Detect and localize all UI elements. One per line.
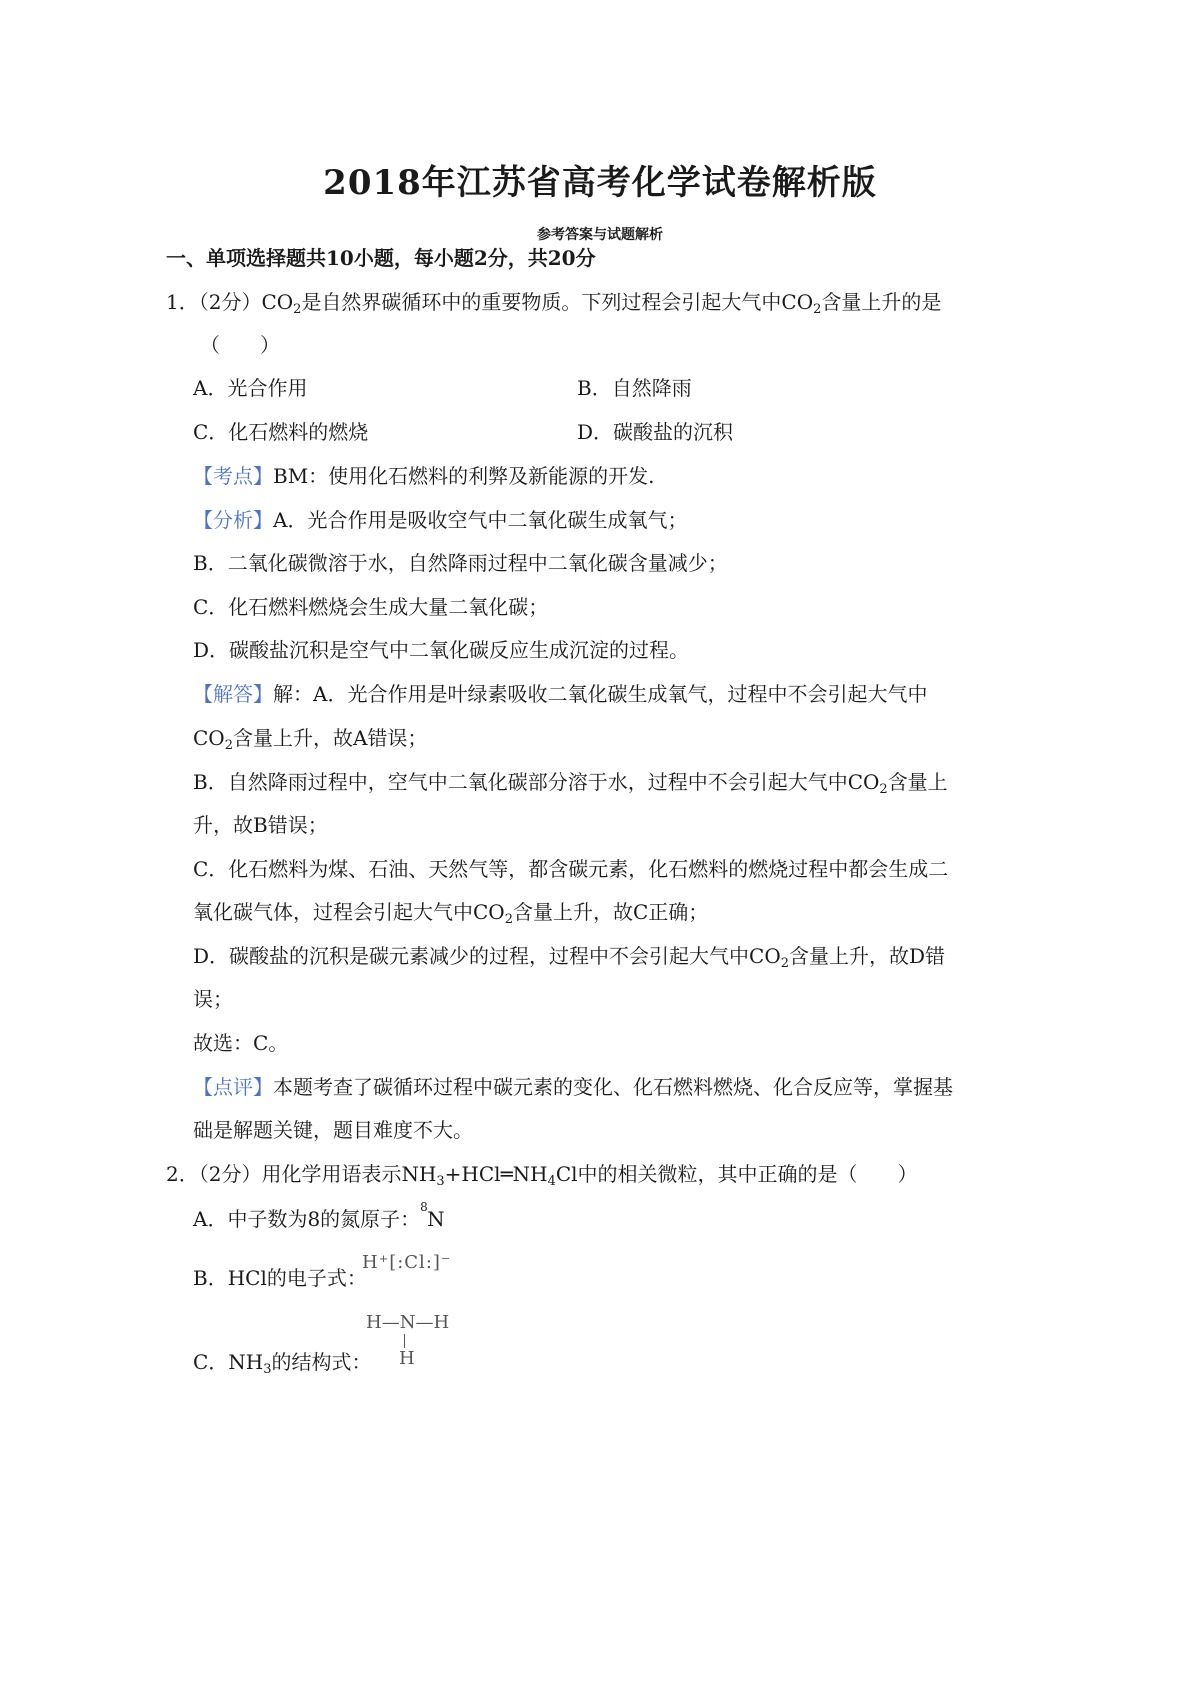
fenxi-tag: 【分析】 xyxy=(193,508,273,532)
q1-jieda-b2: 升，故B错误； xyxy=(193,813,328,837)
nitrogen-nuclide: 8 N xyxy=(420,1200,445,1231)
q1-fenxi-c: C．化石燃料燃烧会生成大量二氧化碳； xyxy=(193,595,549,619)
q1-jieda-d2: 误； xyxy=(193,987,233,1011)
q1-jieda-a2: $CO_2$含量上升，故A错误； xyxy=(193,726,428,753)
q1-answer-paren: （ ） xyxy=(200,333,280,357)
q1-jieda-c1: C．化石燃料为煤、石油、天然气等，都含碳元素，化石燃料的燃烧过程中都会生成二 xyxy=(193,857,949,881)
q1-option-d: D．碳酸盐的沉积 xyxy=(577,420,734,444)
q2-option-a: A．中子数为8的氮原子： 8 N xyxy=(193,1200,445,1231)
document-subtitle: 参考答案与试题解析 xyxy=(537,227,663,243)
q1-option-b: B．自然降雨 xyxy=(577,376,692,400)
q1-dianping: 【点评】本题考查了碳循环过程中碳元素的变化、化石燃料燃烧、化合反应等，掌握基 xyxy=(193,1075,953,1099)
q1-jieda-c2: 氧化碳气体，过程会引起大气中$CO_2$含量上升，故C正确； xyxy=(193,900,709,927)
q1-jieda-d1: D．碳酸盐的沉积是碳元素减少的过程，过程中不会引起大气中$CO_2$含量上升，故D错 xyxy=(193,944,946,971)
q2-option-b: B．HCl的电子式： xyxy=(193,1266,367,1290)
section-heading: 一、单项选择题共10小题，每小题2分，共20分 xyxy=(166,246,596,270)
q2-stem: 2．（2分）用化学用语表示$NH_3+HCl═NH_4Cl$中的相关微粒，其中正确的是（ ） xyxy=(166,1162,918,1189)
dianping-tag: 【点评】 xyxy=(193,1075,273,1099)
document-title: 2018年江苏省高考化学试卷解析版 xyxy=(323,163,877,203)
q1-option-c: C．化石燃料的燃烧 xyxy=(193,420,369,444)
hcl-electron-formula-image: H⁺[:Cl:]⁻ xyxy=(362,1252,452,1273)
q2-option-c: C．$NH_3$的结构式： xyxy=(193,1350,372,1377)
q1-jieda: 【解答】解：A．光合作用是叶绿素吸收二氧化碳生成氧气，过程中不会引起大气中 xyxy=(193,682,928,706)
q1-fenxi-d: D．碳酸盐沉积是空气中二氧化碳反应生成沉淀的过程。 xyxy=(193,638,690,662)
q1-option-a: A．光合作用 xyxy=(193,376,308,400)
q1-kaodian: 【考点】BM：使用化石燃料的利弊及新能源的开发. xyxy=(193,464,655,488)
nh3-structure-bottom: H xyxy=(399,1348,415,1369)
nh3-vertical-bond xyxy=(404,1334,405,1348)
kaodian-tag: 【考点】 xyxy=(193,464,273,488)
q1-fenxi-b: B．二氧化碳微溶于水，自然降雨过程中二氧化碳含量减少； xyxy=(193,551,728,575)
nh3-structure-row: H—N—H xyxy=(366,1312,450,1333)
q1-jieda-b1: B．自然降雨过程中，空气中二氧化碳部分溶于水，过程中不会引起大气中$CO_2$含量上 xyxy=(193,770,948,797)
q1-fenxi: 【分析】A．光合作用是吸收空气中二氧化碳生成氧气； xyxy=(193,508,688,532)
q1-stem: 1．（2分）$CO_2$是自然界碳循环中的重要物质。下列过程会引起大气中$CO_2$含量上升的是 xyxy=(166,290,942,317)
nh3-structural-formula-image xyxy=(366,1312,450,1369)
jieda-tag: 【解答】 xyxy=(193,682,273,706)
q1-dianping-2: 础是解题关键，题目难度不大。 xyxy=(193,1118,473,1142)
q1-final-answer: 故选：C。 xyxy=(193,1031,289,1055)
